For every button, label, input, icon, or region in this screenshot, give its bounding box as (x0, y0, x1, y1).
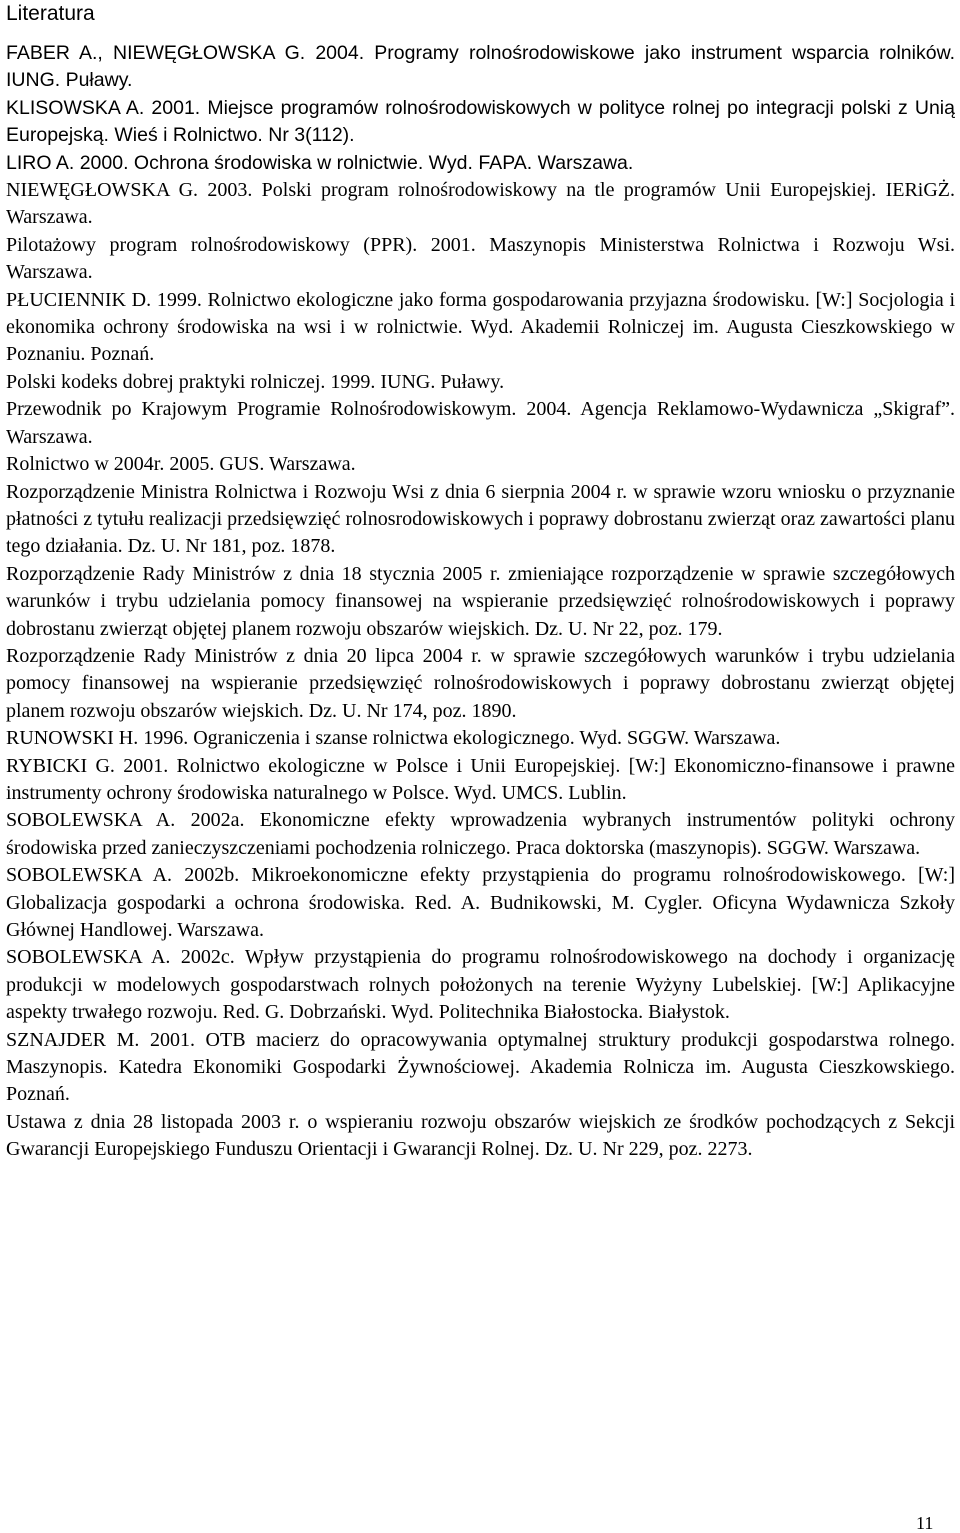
reference-item: KLISOWSKA A. 2001. Miejsce programów rolnośrodowiskowych w polityce rolnej po integracji polski z Unią Europejską. Wieś i Rolnictwo. Nr 3(112). (6, 96, 955, 147)
reference-item: Rozporządzenie Ministra Rolnictwa i Rozwoju Wsi z dnia 6 sierpnia 2004 r. w sprawie wzoru wniosku o przyznanie płatności z tytułu realizacji przedsięwzięć rolnosrodowiskowych i poprawy dobrostanu zwierząt oraz zawartości planu tego działania. Dz. U. Nr 181, poz. 1878. (6, 480, 955, 558)
reference-item: Polski kodeks dobrej praktyki rolniczej. 1999. IUNG. Puławy. (6, 370, 505, 393)
reference-item: Rozporządzenie Rady Ministrów z dnia 18 stycznia 2005 r. zmieniające rozporządzenie w sprawie szczegółowych warunków i trybu udzielania pomocy finansowej na wspieranie przedsięwzięć rolnośrodowiskowych i poprawy dobrostanu zwierząt objętej planem rozwoju obszarów wiejskich. Dz. U. Nr 22, poz. 179. (6, 562, 955, 640)
reference-item: Ustawa z dnia 28 listopada 2003 r. o wspieraniu rozwoju obszarów wiejskich ze środków pochodzących z Sekcji Gwarancji Europejskiego Funduszu Orientacji i Gwarancji Rolnej. Dz. U. Nr 229, poz. 2273. (6, 1110, 955, 1161)
reference-item: RUNOWSKI H. 1996. Ograniczenia i szanse rolnictwa ekologicznego. Wyd. SGGW. Warszawa. (6, 727, 781, 750)
reference-item: FABER A., NIEWĘGŁOWSKA G. 2004. Programy rolnośrodowiskowe jako instrument wsparcia rolników. IUNG. Puławy. (6, 42, 955, 92)
page-heading: Literatura (6, 2, 95, 25)
reference-item: SOBOLEWSKA A. 2002c. Wpływ przystąpienia do programu rolnośrodowiskowego na dochody i organizację produkcji w modelowych gospodarstwach rolnych położonych na terenie Wyżyny Lubelskiej. [W:] Aplikacyjne aspekty trwałego rozwoju. Red. G. Dobrzański. Wyd. Politechnika Białostocka. Białystok. (6, 946, 955, 1024)
reference-item: PŁUCIENNIK D. 1999. Rolnictwo ekologiczne jako forma gospodarowania przyjazna środowisku. [W:] Socjologia i ekonomika ochrony środowiska na wsi i w rolnictwie. Wyd. Akademii Rolniczej im. Augusta Cieszkowskiego w Poznaniu. Poznań. (6, 288, 955, 366)
reference-item: Rozporządzenie Rady Ministrów z dnia 20 lipca 2004 r. w sprawie szczegółowych warunków i trybu udzielania pomocy finansowej na wspieranie przedsięwzięć rolnośrodowiskowych i poprawy dobrostanu zwierząt objętej planem rozwoju obszarów wiejskich. Dz. U. Nr 174, poz. 1890. (6, 644, 955, 722)
reference-item: Przewodnik po Krajowym Programie Rolnośrodowiskowym. 2004. Agencja Reklamowo-Wydawnicza „Skigraf”. Warszawa. (6, 398, 955, 448)
reference-item: NIEWĘGŁOWSKA G. 2003. Polski program rolnośrodowiskowy na tle programów Unii Europejskiej. IERiGŻ. Warszawa. (6, 179, 955, 229)
reference-item: LIRO A. 2000. Ochrona środowiska w rolnictwie. Wyd. FAPA. Warszawa. (6, 151, 634, 174)
reference-item: Pilotażowy program rolnośrodowiskowy (PPR). 2001. Maszynopis Ministerstwa Rolnictwa i Rozwoju Wsi. Warszawa. (6, 233, 955, 284)
page-number: 11 (916, 1513, 934, 1533)
reference-item: SOBOLEWSKA A. 2002b. Mikroekonomiczne efekty przystąpienia do programu rolnośrodowiskowego. [W:] Globalizacja gospodarki a ochrona środowiska. Red. A. Budnikowski, M. Cygler. Oficyna Wydawnicza Szkoły Głównej Handlowej. Warszawa. (6, 864, 955, 941)
reference-list (6, 40, 955, 1164)
reference-item: SOBOLEWSKA A. 2002a. Ekonomiczne efekty wprowadzenia wybranych instrumentów polityki ochrony środowiska przed zanieczyszczeniami pochodzenia rolniczego. Praca doktorska (maszynopis). SGGW. Warszawa. (6, 809, 955, 859)
reference-item: Rolnictwo w 2004r. 2005. GUS. Warszawa. (6, 453, 356, 476)
reference-item: RYBICKI G. 2001. Rolnictwo ekologiczne w Polsce i Unii Europejskiej. [W:] Ekonomiczno-finansowe i prawne instrumenty ochrony środowiska naturalnego w Polsce. Wyd. UMCS. Lublin. (6, 754, 955, 804)
reference-item: SZNAJDER M. 2001. OTB macierz do opracowywania optymalnej struktury produkcji gospodarstwa rolnego. Maszynopis. Katedra Ekonomiki Gospodarki Żywnościowej. Akademia Rolnicza im. Augusta Cieszkowskiego. Poznań. (6, 1028, 955, 1106)
